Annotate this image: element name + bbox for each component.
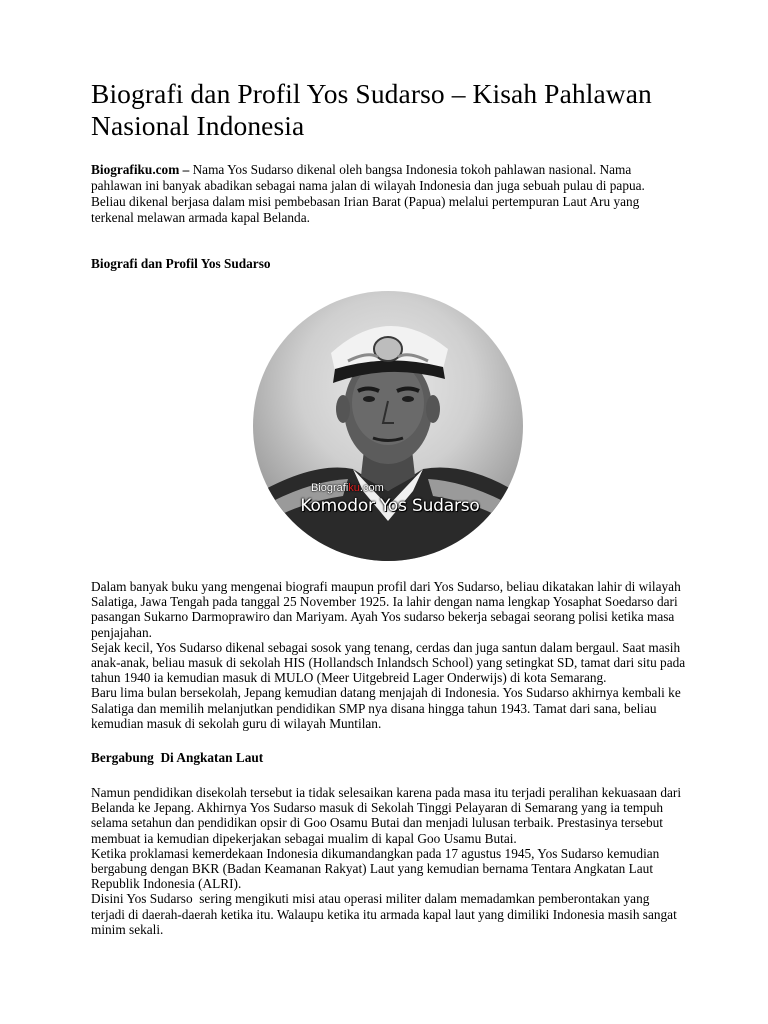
article-title: Biografi dan Profil Yos Sudarso – Kisah Pahlawan Nasional Indonesia xyxy=(91,78,652,141)
intro-paragraph xyxy=(91,162,681,226)
image-watermark: Biografiku.com xyxy=(311,482,384,494)
paragraph: Sejak kecil, Yos Sudarso dikenal sebagai sosok yang tenang, cerdas dan juga santun dalam bergaul. Saat masih anak-anak, beliau masuk di sekolah HIS (Hollandsch Inlandsch School) yang setingkat SD, tamat dari situ pada tahun 1940 ia kemudian masuk di MULO (Meer Uitgebreid Lager Onderwijs) di kota Semarang. xyxy=(91,639,686,686)
section-body-angkatan-laut xyxy=(91,785,686,937)
section-body-biografi xyxy=(91,579,686,731)
portrait-illustration xyxy=(253,291,523,561)
section-heading-biografi: Biografi dan Profil Yos Sudarso xyxy=(91,256,271,271)
paragraph: Dalam banyak buku yang mengenai biografi maupun profil dari Yos Sudarso, beliau dikatakan lahir di wilayah Salatiga, Jawa Tengah pada tanggal 25 November 1925. Ia lahir dengan nama lengkap Yosaphat Soedarso dari pasangan Sukarno Darmoprawiro dan Mariyam. Ayah Yos sudarso bekerja sebagai seorang polisi ketika masa penjajahan. xyxy=(91,579,681,640)
image-caption: Komodor Yos Sudarso xyxy=(300,496,480,516)
section-heading-angkatan-laut: Bergabung Di Angkatan Laut xyxy=(91,750,264,766)
paragraph: Namun pendidikan disekolah tersebut ia tidak selesaikan karena pada masa itu terjadi peralihan kekuasaan dari Belanda ke Jepang. Akhirnya Yos Sudarso masuk di Sekolah Tinggi Pelayaran di Semarang yang ia tempuh selama setahun dan pendidikan opsir di Goo Osamu Butai dan menjadi lulusan terbaik. Prestasinya tersebut membuat ia kemudian dipekerjakan sebagai mualim di kapal Goo Usamu Butai. xyxy=(91,785,682,846)
intro-source: Biografiku.com – xyxy=(91,162,190,177)
paragraph: Baru lima bulan bersekolah, Jepang kemudian datang menjajah di Indonesia. Yos Sudarso akhirnya kembali ke Salatiga dan memilih melanjutkan pendidikan SMP nya disana hingga tahun 1943. Tamat dari sana, beliau kemudian masuk di sekolah guru di wilayah Muntilan. xyxy=(91,685,681,731)
portrait-photo xyxy=(253,291,523,561)
portrait-image xyxy=(253,291,523,561)
paragraph: Ketika proklamasi kemerdekaan Indonesia dikumandangkan pada 17 agustus 1945, Yos Sudarso kemudian bergabung dengan BKR (Badan Keamanan Rakyat) Laut yang kemudian bernama Tentara Angkatan Laut Republik Indonesia (ALRI). xyxy=(91,845,660,892)
article xyxy=(91,78,691,937)
intro-text: Nama Yos Sudarso dikenal oleh bangsa Indonesia tokoh pahlawan nasional. Nama pahlawan ini banyak abadikan sebagai nama jalan di wilayah Indonesia dan juga sebuah pulau di papua. Beliau dikenal berjasa dalam misi pembebasan Irian Barat (Papua) melalui pertempuran Laut Aru yang terkenal melawan armada kapal Belanda. xyxy=(91,162,645,225)
paragraph: Disini Yos Sudarso sering mengikuti misi atau operasi militer dalam memadamkan pemberontakan yang terjadi di daerah-daerah ketika itu. Walaupu ketika itu armada kapal laut yang dimiliki Indonesia masih sangat minim sekali. xyxy=(91,891,681,937)
